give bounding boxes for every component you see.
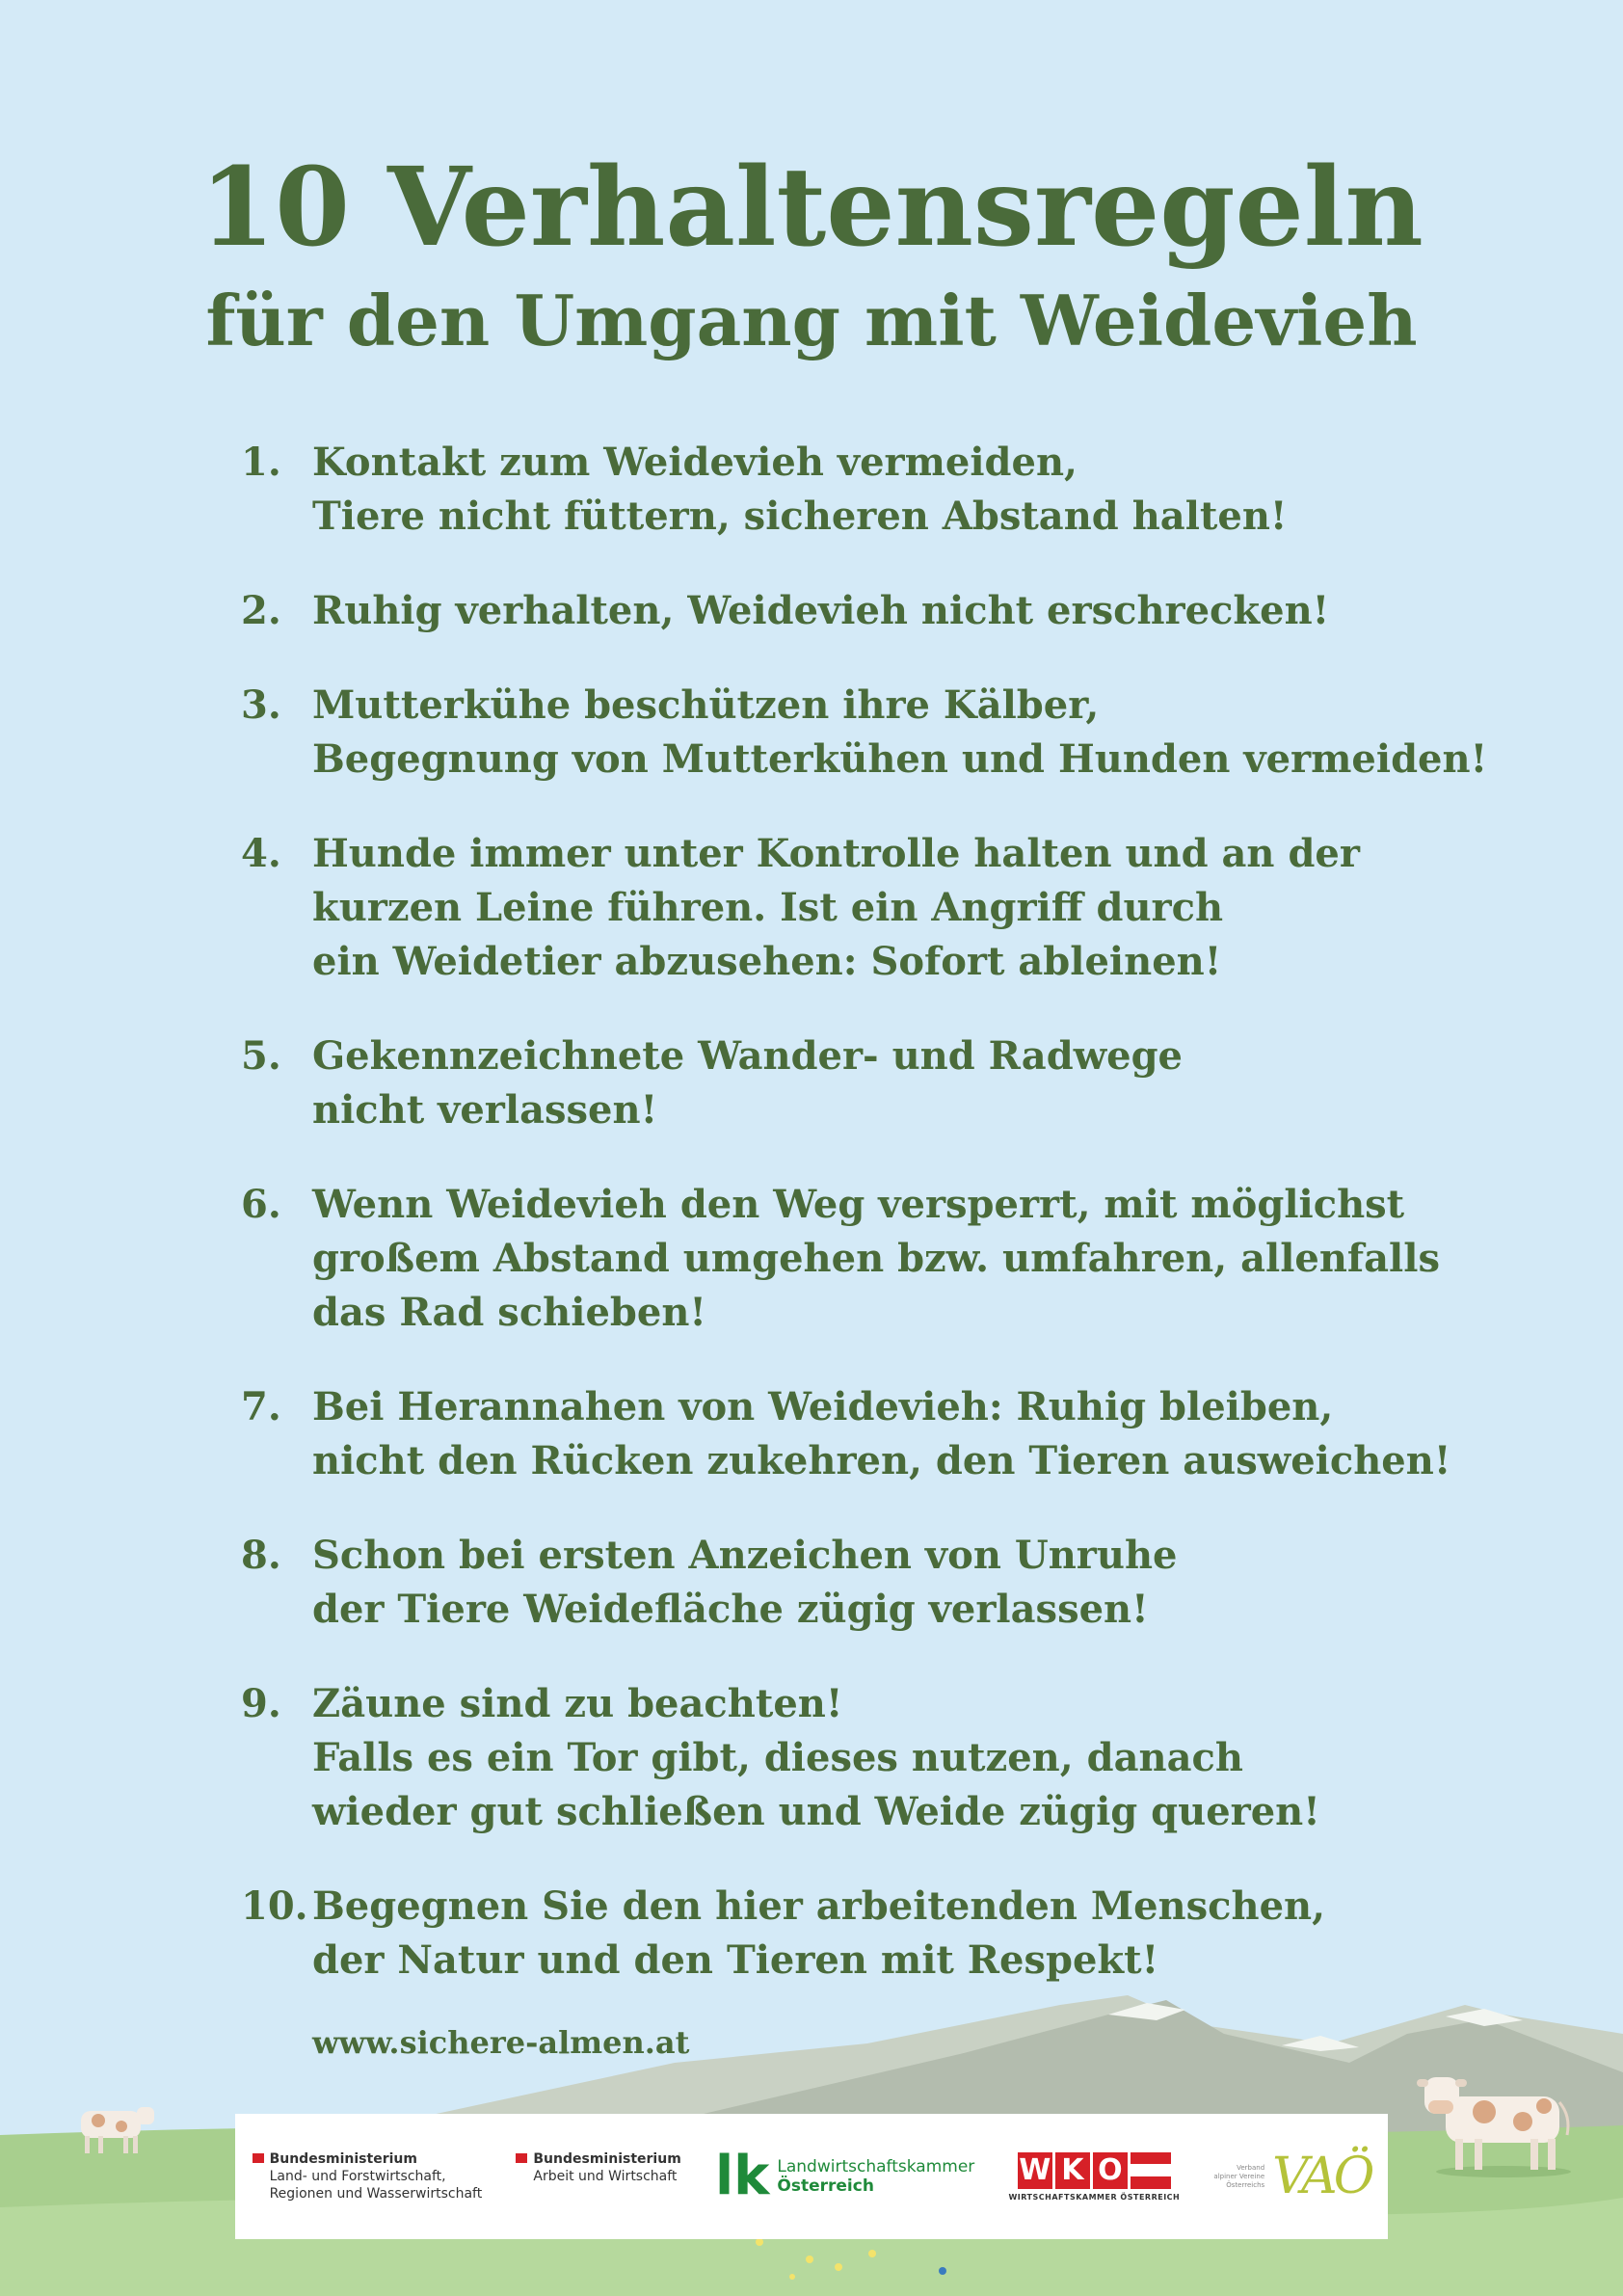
cow-right-illustration — [1417, 2068, 1581, 2178]
rule-line: Bei Herannahen von Weidevieh: Ruhig bleiben, — [312, 1384, 1334, 1429]
austria-stripes-icon — [1131, 2152, 1171, 2189]
rule-line: kurzen Leine führen. Ist ein Angriff durch — [312, 885, 1224, 930]
bml-logo: Bundesministerium Land- und Forstwirtschaft, Regionen und Wasserwirtschaft — [253, 2150, 483, 2203]
vao-logo: Verband alpiner Vereine Österreichs VAÖ — [1213, 2148, 1371, 2205]
rule-text — [312, 1380, 1450, 1488]
rule-line: Falls es ein Tor gibt, dieses nutzen, danach — [312, 1735, 1243, 1780]
rule-line: Wenn Weidevieh den Weg versperrt, mit möglichst — [312, 1182, 1405, 1227]
rule-number: 6. — [241, 1182, 281, 1227]
rule-text — [312, 1029, 1426, 1137]
sponsor-logo-bar — [235, 2114, 1388, 2239]
rule-item — [241, 1880, 1426, 1988]
website-link[interactable]: www.sichere-almen.at — [312, 2024, 690, 2061]
rule-text — [312, 1178, 1440, 1340]
rule-line: Schon bei ersten Anzeichen von Unruhe — [312, 1533, 1178, 1578]
bmaw-logo: Bundesministerium Arbeit und Wirtschaft — [516, 2150, 680, 2203]
rule-number: 10. — [241, 1883, 308, 1929]
rule-item — [241, 827, 1426, 989]
rule-number: 5. — [241, 1033, 281, 1079]
rule-line: nicht verlassen! — [312, 1087, 658, 1133]
rule-item — [241, 1529, 1426, 1637]
wko-logo: W K O WIRTSCHAFTSKAMMER ÖSTERREICH — [1008, 2153, 1181, 2202]
rule-line: Ruhig verhalten, Weidevieh nicht erschrecken! — [312, 588, 1330, 633]
rule-line: das Rad schieben! — [312, 1290, 706, 1335]
rule-line: Mutterkühe beschützen ihre Kälber, — [312, 682, 1100, 728]
rule-item — [241, 1380, 1451, 1488]
rule-text — [312, 1677, 1426, 1839]
rule-number: 1. — [241, 440, 281, 485]
rule-number: 8. — [241, 1533, 281, 1578]
rule-text — [312, 679, 1487, 787]
rule-item — [241, 679, 1488, 787]
rule-text — [312, 1529, 1426, 1637]
rule-line: Begegnen Sie den hier arbeitenden Menschen, — [312, 1883, 1326, 1929]
rule-line: großem Abstand umgehen bzw. umfahren, allenfalls — [312, 1236, 1440, 1281]
rule-item — [241, 584, 1426, 638]
austria-flag-icon — [253, 2153, 264, 2163]
rule-line: Hunde immer unter Kontrolle halten und an der — [312, 831, 1360, 876]
rule-number: 4. — [241, 831, 281, 876]
rule-line: Zäune sind zu beachten! — [312, 1681, 843, 1726]
rule-line: der Natur und den Tieren mit Respekt! — [312, 1937, 1159, 1983]
page-subtitle: für den Umgang mit Weidevieh — [205, 280, 1418, 361]
rule-line: der Tiere Weidefläche zügig verlassen! — [312, 1587, 1149, 1632]
rule-number: 2. — [241, 588, 281, 633]
rule-line: Tiere nicht füttern, sicheren Abstand halten! — [312, 494, 1288, 539]
rule-item — [241, 1029, 1426, 1137]
page-title: 10 Verhaltensregeln — [200, 145, 1423, 271]
rule-item — [241, 1677, 1426, 1839]
rule-text — [312, 436, 1426, 544]
rule-line: ein Weidetier abzusehen: Sofort ableinen! — [312, 939, 1222, 984]
cow-left-illustration — [73, 2101, 160, 2159]
rules-list — [241, 436, 1488, 2028]
rule-item — [241, 436, 1426, 544]
rule-text — [312, 827, 1426, 989]
rule-line: Kontakt zum Weidevieh vermeiden, — [312, 440, 1078, 485]
rule-item — [241, 1178, 1440, 1340]
rule-line: Gekennzeichnete Wander- und Radwege — [312, 1033, 1183, 1079]
lk-mark-icon: lk — [714, 2145, 770, 2207]
rule-number: 7. — [241, 1384, 281, 1429]
rule-line: Begegnung von Mutterkühen und Hunden vermeiden! — [312, 736, 1488, 782]
austria-flag-icon — [516, 2153, 527, 2163]
rule-line: nicht den Rücken zukehren, den Tieren ausweichen! — [312, 1438, 1451, 1483]
rule-line: wieder gut schließen und Weide zügig queren! — [312, 1789, 1320, 1834]
rule-text — [312, 584, 1426, 638]
rule-text — [312, 1880, 1426, 1988]
rule-number: 3. — [241, 682, 281, 728]
vao-mark-icon: VAÖ — [1272, 2148, 1371, 2205]
rule-number: 9. — [241, 1681, 281, 1726]
landwirtschaftskammer-logo: lk Landwirtschaftskammer Österreich — [714, 2145, 975, 2207]
